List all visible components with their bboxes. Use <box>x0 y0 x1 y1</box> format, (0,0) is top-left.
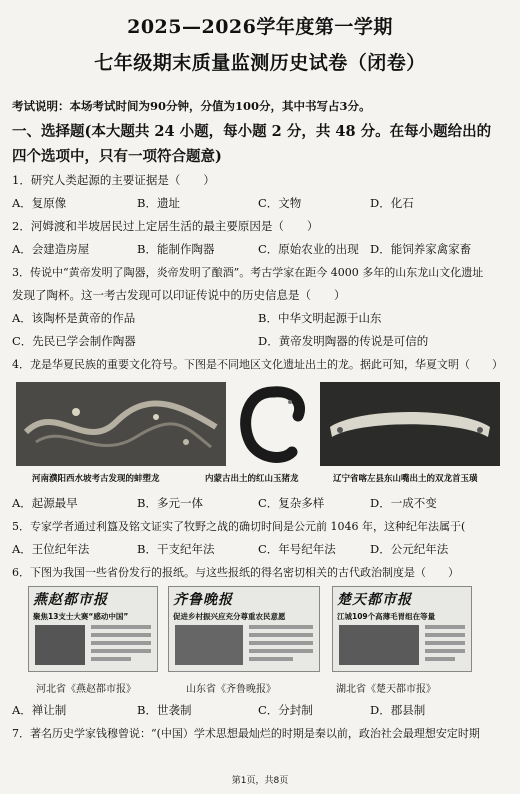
question-5-option-d: D．公元纪年法 <box>370 542 449 556</box>
page-footer: 第1页，共8页 <box>231 776 289 786</box>
question-4-option-c: C．复杂多样 <box>258 496 325 510</box>
section-heading-line2: 四个选项中，只有一项符合题意) <box>12 148 222 165</box>
question-6-option-a: A．禅让制 <box>12 703 67 717</box>
exam-title-main: 七年级期末质量监测历史试卷（闭卷） <box>94 52 426 74</box>
question-2-option-a: A．会建造房屋 <box>12 242 90 256</box>
qilu-newspaper-image <box>168 586 320 672</box>
exam-title-year: 2025—2026学年度第一学期 <box>127 16 393 38</box>
question-5-option-c: C．年号纪年法 <box>258 542 336 556</box>
question-1-option-d: D．化石 <box>370 196 414 210</box>
chutian-headline: 江城109个高薄毛胃组在等量 <box>337 612 436 621</box>
jade-pig-dragon-caption: 内蒙古出土的红山玉猪龙 <box>205 474 299 484</box>
question-2-option-c: C．原始农业的出现 <box>258 242 359 256</box>
qilu-caption: 山东省《齐鲁晚报》 <box>186 684 276 695</box>
double-dragon-jade-photo <box>320 382 500 466</box>
question-5-stem: 5．专家学者通过利簋及铭文证实了牧野之战的确切时间是公元前 1046 年，这种纪年法属于( <box>12 520 466 533</box>
question-3-stem-line2: 发现了陶杯。这一考古发现可以印证传说中的历史信息是（ ） <box>12 288 346 302</box>
question-4-stem: 4．龙是华夏民族的重要文化符号。下图是不同地区文化遗址出土的龙。据此可知，华夏文明（ ） <box>12 358 503 371</box>
chutian-newspaper-image <box>332 586 472 672</box>
question-3-option-c: C．先民已学会制作陶器 <box>12 334 136 348</box>
question-4-option-b: B．多元一体 <box>137 496 203 510</box>
section-heading-line1: 一、选择题(本大题共 24 小题，每小题 2 分，共 48 分。在每小题给出的 <box>12 123 492 140</box>
question-6-option-d: D．郡县制 <box>370 703 426 717</box>
question-3-option-d: D．黄帝发明陶器的传说是可信的 <box>258 334 429 348</box>
question-6-option-c: C．分封制 <box>258 703 313 717</box>
question-4-option-d: D．一成不变 <box>370 496 437 510</box>
shell-dragon-caption: 河南濮阳西水坡考古发现的蚌塑龙 <box>32 474 160 484</box>
jade-pig-dragon-photo <box>232 382 314 466</box>
question-3-option-a: A．该陶杯是黄帝的作品 <box>12 311 136 325</box>
question-2-stem: 2．河姆渡和半坡居民过上定居生活的最主要原因是（ ） <box>12 219 319 233</box>
double-dragon-jade-caption: 辽宁省喀左县东山嘴出土的双龙首玉璜 <box>333 474 478 484</box>
qilu-layout-blocks <box>169 587 319 671</box>
question-1-option-b: B．遗址 <box>137 196 180 210</box>
shell-dragon-illustration <box>16 382 226 466</box>
yanzhao-headline: 聚焦13支士大赛“感动中国” <box>33 612 129 621</box>
jade-pig-dragon-illustration <box>232 382 314 466</box>
yanzhao-layout-blocks <box>29 587 157 671</box>
question-6-stem: 6．下图为我国一些省份发行的报纸。与这些报纸的得名密切相关的古代政治制度是（ ） <box>12 566 459 579</box>
question-4-option-a: A．起源最早 <box>12 496 78 510</box>
yanzhao-masthead: 燕赵都市报 <box>33 592 108 608</box>
question-2-option-d: D．能饲养家禽家畜 <box>370 242 472 256</box>
question-7-stem: 7．著名历史学家钱穆曾说：“(中国）学术思想最灿烂的时期是秦以前，政治社会最理想安定时期 <box>12 727 480 740</box>
chutian-masthead: 楚天都市报 <box>337 592 412 608</box>
qilu-masthead: 齐鲁晚报 <box>173 592 233 608</box>
question-1-stem: 1．研究人类起源的主要证据是（ ） <box>12 173 215 187</box>
question-5-option-b: B．干支纪年法 <box>137 542 215 556</box>
exam-instructions: 考试说明：本场考试时间为90分钟，分值为100分，其中书写占3分。 <box>12 99 371 113</box>
double-dragon-jade-illustration <box>320 382 500 466</box>
yanzhao-newspaper-image <box>28 586 158 672</box>
question-3-stem-line1: 3．传说中“黄帝发明了陶器，炎帝发明了酿酒”。考古学家在距今 4000 多年的山东龙山文化遗址 <box>12 266 484 279</box>
yanzhao-caption: 河北省《燕赵都市报》 <box>36 684 136 695</box>
question-1-option-c: C．文物 <box>258 196 302 210</box>
chutian-caption: 湖北省《楚天都市报》 <box>336 684 436 695</box>
chutian-layout-blocks <box>333 587 471 671</box>
question-2-option-b: B．能制作陶器 <box>137 242 215 256</box>
question-3-option-b: B．中华文明起源于山东 <box>258 311 382 325</box>
question-1-option-a: A．复原像 <box>12 196 67 210</box>
shell-dragon-photo <box>16 382 226 466</box>
qilu-headline: 促进乡村振兴应充分尊重农民意愿 <box>173 612 286 621</box>
question-5-option-a: A．王位纪年法 <box>12 542 90 556</box>
question-6-option-b: B．世袭制 <box>137 703 192 717</box>
